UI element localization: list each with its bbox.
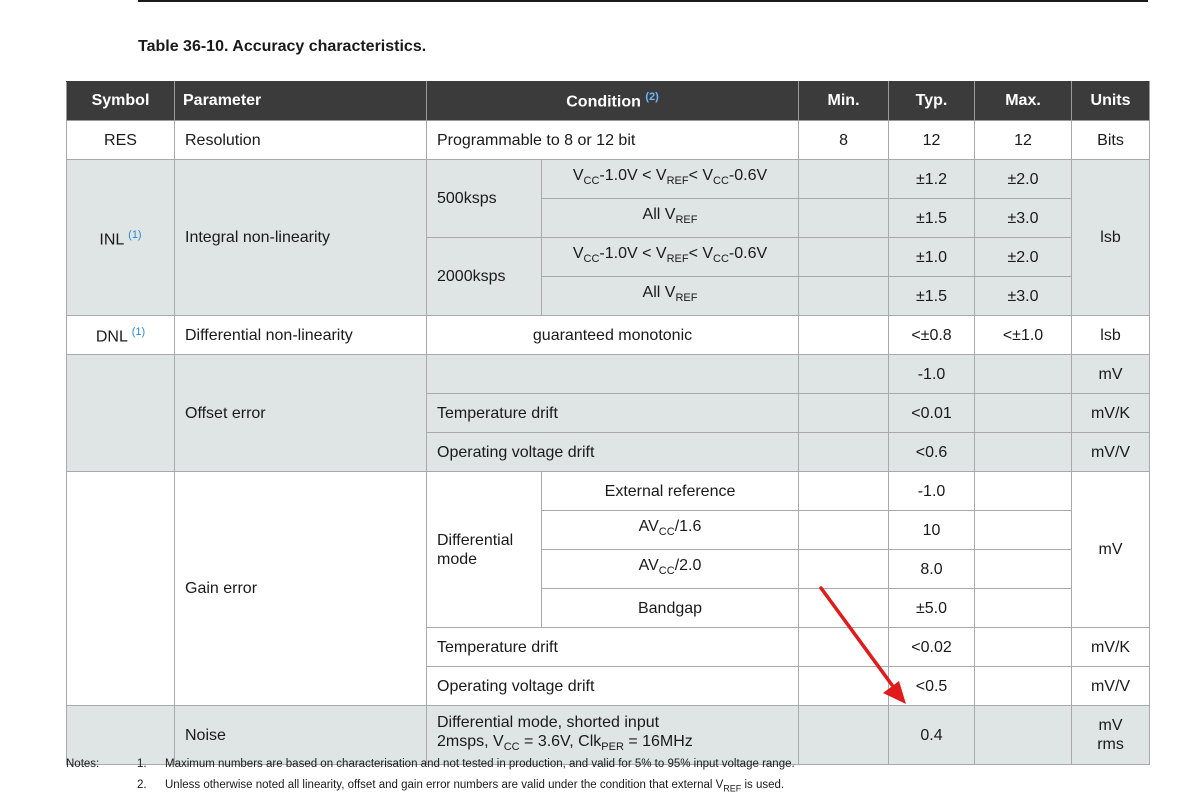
gain-temp-condition: Temperature drift bbox=[427, 628, 799, 667]
notes-label: Notes: bbox=[66, 758, 100, 770]
offset-min bbox=[799, 394, 889, 433]
cond-text: AV bbox=[638, 557, 659, 575]
cond-sub: CC bbox=[658, 526, 675, 539]
offset-max bbox=[975, 394, 1072, 433]
note-sub: REF bbox=[723, 783, 742, 794]
cond-sub: CC bbox=[713, 175, 729, 188]
res-max: 12 bbox=[975, 121, 1072, 160]
inl-symbol bbox=[67, 160, 175, 316]
note-text-part: Unless otherwise noted all linearity, offset and gain error numbers are valid under the condition that external V bbox=[165, 779, 724, 791]
inl-min bbox=[799, 277, 889, 316]
gain-max bbox=[975, 589, 1072, 628]
header-parameter: Parameter bbox=[175, 82, 427, 121]
gain-max bbox=[975, 550, 1072, 589]
table-row-gain-1 bbox=[67, 472, 1150, 511]
inl-max: ±3.0 bbox=[975, 277, 1072, 316]
dnl-symbol bbox=[67, 316, 175, 355]
gain-av20 bbox=[542, 550, 799, 589]
table-title: Table 36-10. Accuracy characteristics. bbox=[138, 38, 427, 55]
gain-max bbox=[975, 628, 1072, 667]
res-units: Bits bbox=[1072, 121, 1150, 160]
gain-min bbox=[799, 667, 889, 706]
cond-sub: CC bbox=[583, 175, 600, 188]
noise-max bbox=[975, 706, 1072, 765]
cond-text: = 3.6V, Clk bbox=[519, 732, 602, 750]
gain-parameter: Gain error bbox=[175, 472, 427, 706]
dnl-min bbox=[799, 316, 889, 355]
noise-condition-line2 bbox=[437, 732, 788, 757]
res-symbol: RES bbox=[67, 121, 175, 160]
inl-typ: ±1.5 bbox=[889, 199, 975, 238]
noise-min bbox=[799, 706, 889, 765]
inl-min bbox=[799, 199, 889, 238]
cond-sub: REF bbox=[675, 214, 698, 227]
gain-volt-condition: Operating voltage drift bbox=[427, 667, 799, 706]
table-row-res bbox=[67, 121, 1150, 160]
header-min: Min. bbox=[799, 82, 889, 121]
inl-max: ±2.0 bbox=[975, 238, 1072, 277]
inl-rate-500: 500ksps bbox=[427, 160, 542, 238]
gain-typ: ±5.0 bbox=[889, 589, 975, 628]
offset-condition: Temperature drift bbox=[427, 394, 799, 433]
inl-typ: ±1.5 bbox=[889, 277, 975, 316]
inl-cond-all bbox=[542, 277, 799, 316]
note-text bbox=[165, 778, 784, 795]
note-text-part: is used. bbox=[741, 779, 785, 791]
noise-condition bbox=[427, 706, 799, 765]
offset-condition: Operating voltage drift bbox=[427, 433, 799, 472]
table-row-offset-1 bbox=[67, 355, 1150, 394]
gain-max bbox=[975, 472, 1072, 511]
header-condition-label: Condition bbox=[566, 93, 641, 111]
inl-max: ±2.0 bbox=[975, 160, 1072, 199]
dnl-ref: (1) bbox=[131, 326, 146, 339]
cond-text: -1.0V < V bbox=[599, 245, 667, 263]
offset-min bbox=[799, 355, 889, 394]
inl-typ: ±1.2 bbox=[889, 160, 975, 199]
inl-ref: (1) bbox=[128, 228, 142, 241]
inl-rate-2000: 2000ksps bbox=[427, 238, 542, 316]
table-row-dnl bbox=[67, 316, 1150, 355]
dnl-condition: guaranteed monotonic bbox=[427, 316, 799, 355]
inl-cond-range bbox=[542, 238, 799, 277]
cond-sub: CC bbox=[503, 741, 520, 754]
inl-units: lsb bbox=[1072, 160, 1150, 316]
gain-max bbox=[975, 667, 1072, 706]
cond-text: /2.0 bbox=[674, 557, 702, 575]
top-rule bbox=[138, 0, 1148, 2]
dnl-typ: <±0.8 bbox=[889, 316, 975, 355]
inl-cond-all bbox=[542, 199, 799, 238]
cond-text: 2msps, V bbox=[437, 732, 504, 750]
gain-min bbox=[799, 589, 889, 628]
inl-typ: ±1.0 bbox=[889, 238, 975, 277]
offset-typ: <0.01 bbox=[889, 394, 975, 433]
cond-sub: REF bbox=[666, 253, 689, 266]
res-condition: Programmable to 8 or 12 bit bbox=[427, 121, 799, 160]
offset-typ: -1.0 bbox=[889, 355, 975, 394]
cond-sub: REF bbox=[675, 292, 698, 305]
note-text: Maximum numbers are based on characterisation and not tested in production, and valid for 5% to 95% input voltage range. bbox=[165, 758, 795, 770]
offset-parameter: Offset error bbox=[175, 355, 427, 472]
inl-parameter: Integral non-linearity bbox=[175, 160, 427, 316]
gain-min bbox=[799, 472, 889, 511]
noise-typ-value: 0.4 bbox=[889, 706, 975, 765]
cond-text: -0.6V bbox=[728, 167, 768, 185]
table-row-noise bbox=[67, 706, 1150, 765]
noise-parameter: Noise bbox=[175, 706, 427, 765]
offset-max bbox=[975, 355, 1072, 394]
header-row bbox=[67, 82, 1150, 121]
gain-min bbox=[799, 511, 889, 550]
noise-condition-line1: Differential mode, shorted input bbox=[437, 713, 660, 731]
cond-text: < V bbox=[688, 167, 714, 185]
offset-units: mV/V bbox=[1072, 433, 1150, 472]
cond-sub: CC bbox=[713, 253, 729, 266]
cond-text: All V bbox=[642, 284, 676, 302]
cond-sub: CC bbox=[583, 253, 600, 266]
offset-typ: <0.6 bbox=[889, 433, 975, 472]
noise-units-line2: rms bbox=[1097, 736, 1124, 753]
gain-max bbox=[975, 511, 1072, 550]
gain-typ: 10 bbox=[889, 511, 975, 550]
inl-min bbox=[799, 160, 889, 199]
cond-text: /1.6 bbox=[674, 518, 702, 536]
inl-cond-range bbox=[542, 160, 799, 199]
cond-text: < V bbox=[688, 245, 714, 263]
gain-mode-units: mV bbox=[1072, 472, 1150, 628]
header-condition-ref: (2) bbox=[645, 90, 659, 103]
offset-symbol bbox=[67, 355, 175, 472]
cond-text: -0.6V bbox=[728, 245, 768, 263]
cond-text: All V bbox=[642, 206, 676, 224]
inl-max: ±3.0 bbox=[975, 199, 1072, 238]
dnl-parameter: Differential non-linearity bbox=[175, 316, 427, 355]
dnl-symbol-text: DNL bbox=[95, 328, 128, 346]
header-condition bbox=[427, 82, 799, 121]
accuracy-table bbox=[66, 81, 1150, 765]
gain-typ: <0.5 bbox=[889, 667, 975, 706]
gain-volt-units: mV/V bbox=[1072, 667, 1150, 706]
cond-sub: PER bbox=[601, 741, 624, 754]
noise-symbol bbox=[67, 706, 175, 765]
noise-units bbox=[1072, 706, 1150, 765]
cond-text: V bbox=[572, 245, 584, 263]
res-parameter: Resolution bbox=[175, 121, 427, 160]
table-row-inl-1 bbox=[67, 160, 1150, 199]
inl-symbol-text: INL bbox=[99, 231, 124, 249]
gain-min bbox=[799, 628, 889, 667]
header-typ: Typ. bbox=[889, 82, 975, 121]
res-min: 8 bbox=[799, 121, 889, 160]
gain-temp-units: mV/K bbox=[1072, 628, 1150, 667]
noise-units-line1: mV bbox=[1098, 717, 1123, 734]
dnl-units: lsb bbox=[1072, 316, 1150, 355]
header-max: Max. bbox=[975, 82, 1072, 121]
gain-av16 bbox=[542, 511, 799, 550]
cond-sub: REF bbox=[666, 175, 689, 188]
header-symbol: Symbol bbox=[67, 82, 175, 121]
gain-typ: 8.0 bbox=[889, 550, 975, 589]
res-typ: 12 bbox=[889, 121, 975, 160]
gain-typ: <0.02 bbox=[889, 628, 975, 667]
offset-min bbox=[799, 433, 889, 472]
cond-text: V bbox=[572, 167, 584, 185]
inl-min bbox=[799, 238, 889, 277]
note-number: 1. bbox=[137, 758, 147, 770]
gain-min bbox=[799, 550, 889, 589]
gain-mode: Differential mode bbox=[427, 472, 542, 628]
cond-sub: CC bbox=[658, 565, 675, 578]
offset-condition bbox=[427, 355, 799, 394]
cond-text: AV bbox=[638, 518, 659, 536]
dnl-max: <±1.0 bbox=[975, 316, 1072, 355]
gain-typ: -1.0 bbox=[889, 472, 975, 511]
offset-max bbox=[975, 433, 1072, 472]
offset-units: mV/K bbox=[1072, 394, 1150, 433]
cond-text: -1.0V < V bbox=[599, 167, 667, 185]
note-number: 2. bbox=[137, 779, 147, 791]
header-units: Units bbox=[1072, 82, 1150, 121]
cond-text: = 16MHz bbox=[623, 732, 693, 750]
offset-units: mV bbox=[1072, 355, 1150, 394]
gain-bandgap: Bandgap bbox=[542, 589, 799, 628]
gain-symbol bbox=[67, 472, 175, 706]
gain-ext-ref: External reference bbox=[542, 472, 799, 511]
